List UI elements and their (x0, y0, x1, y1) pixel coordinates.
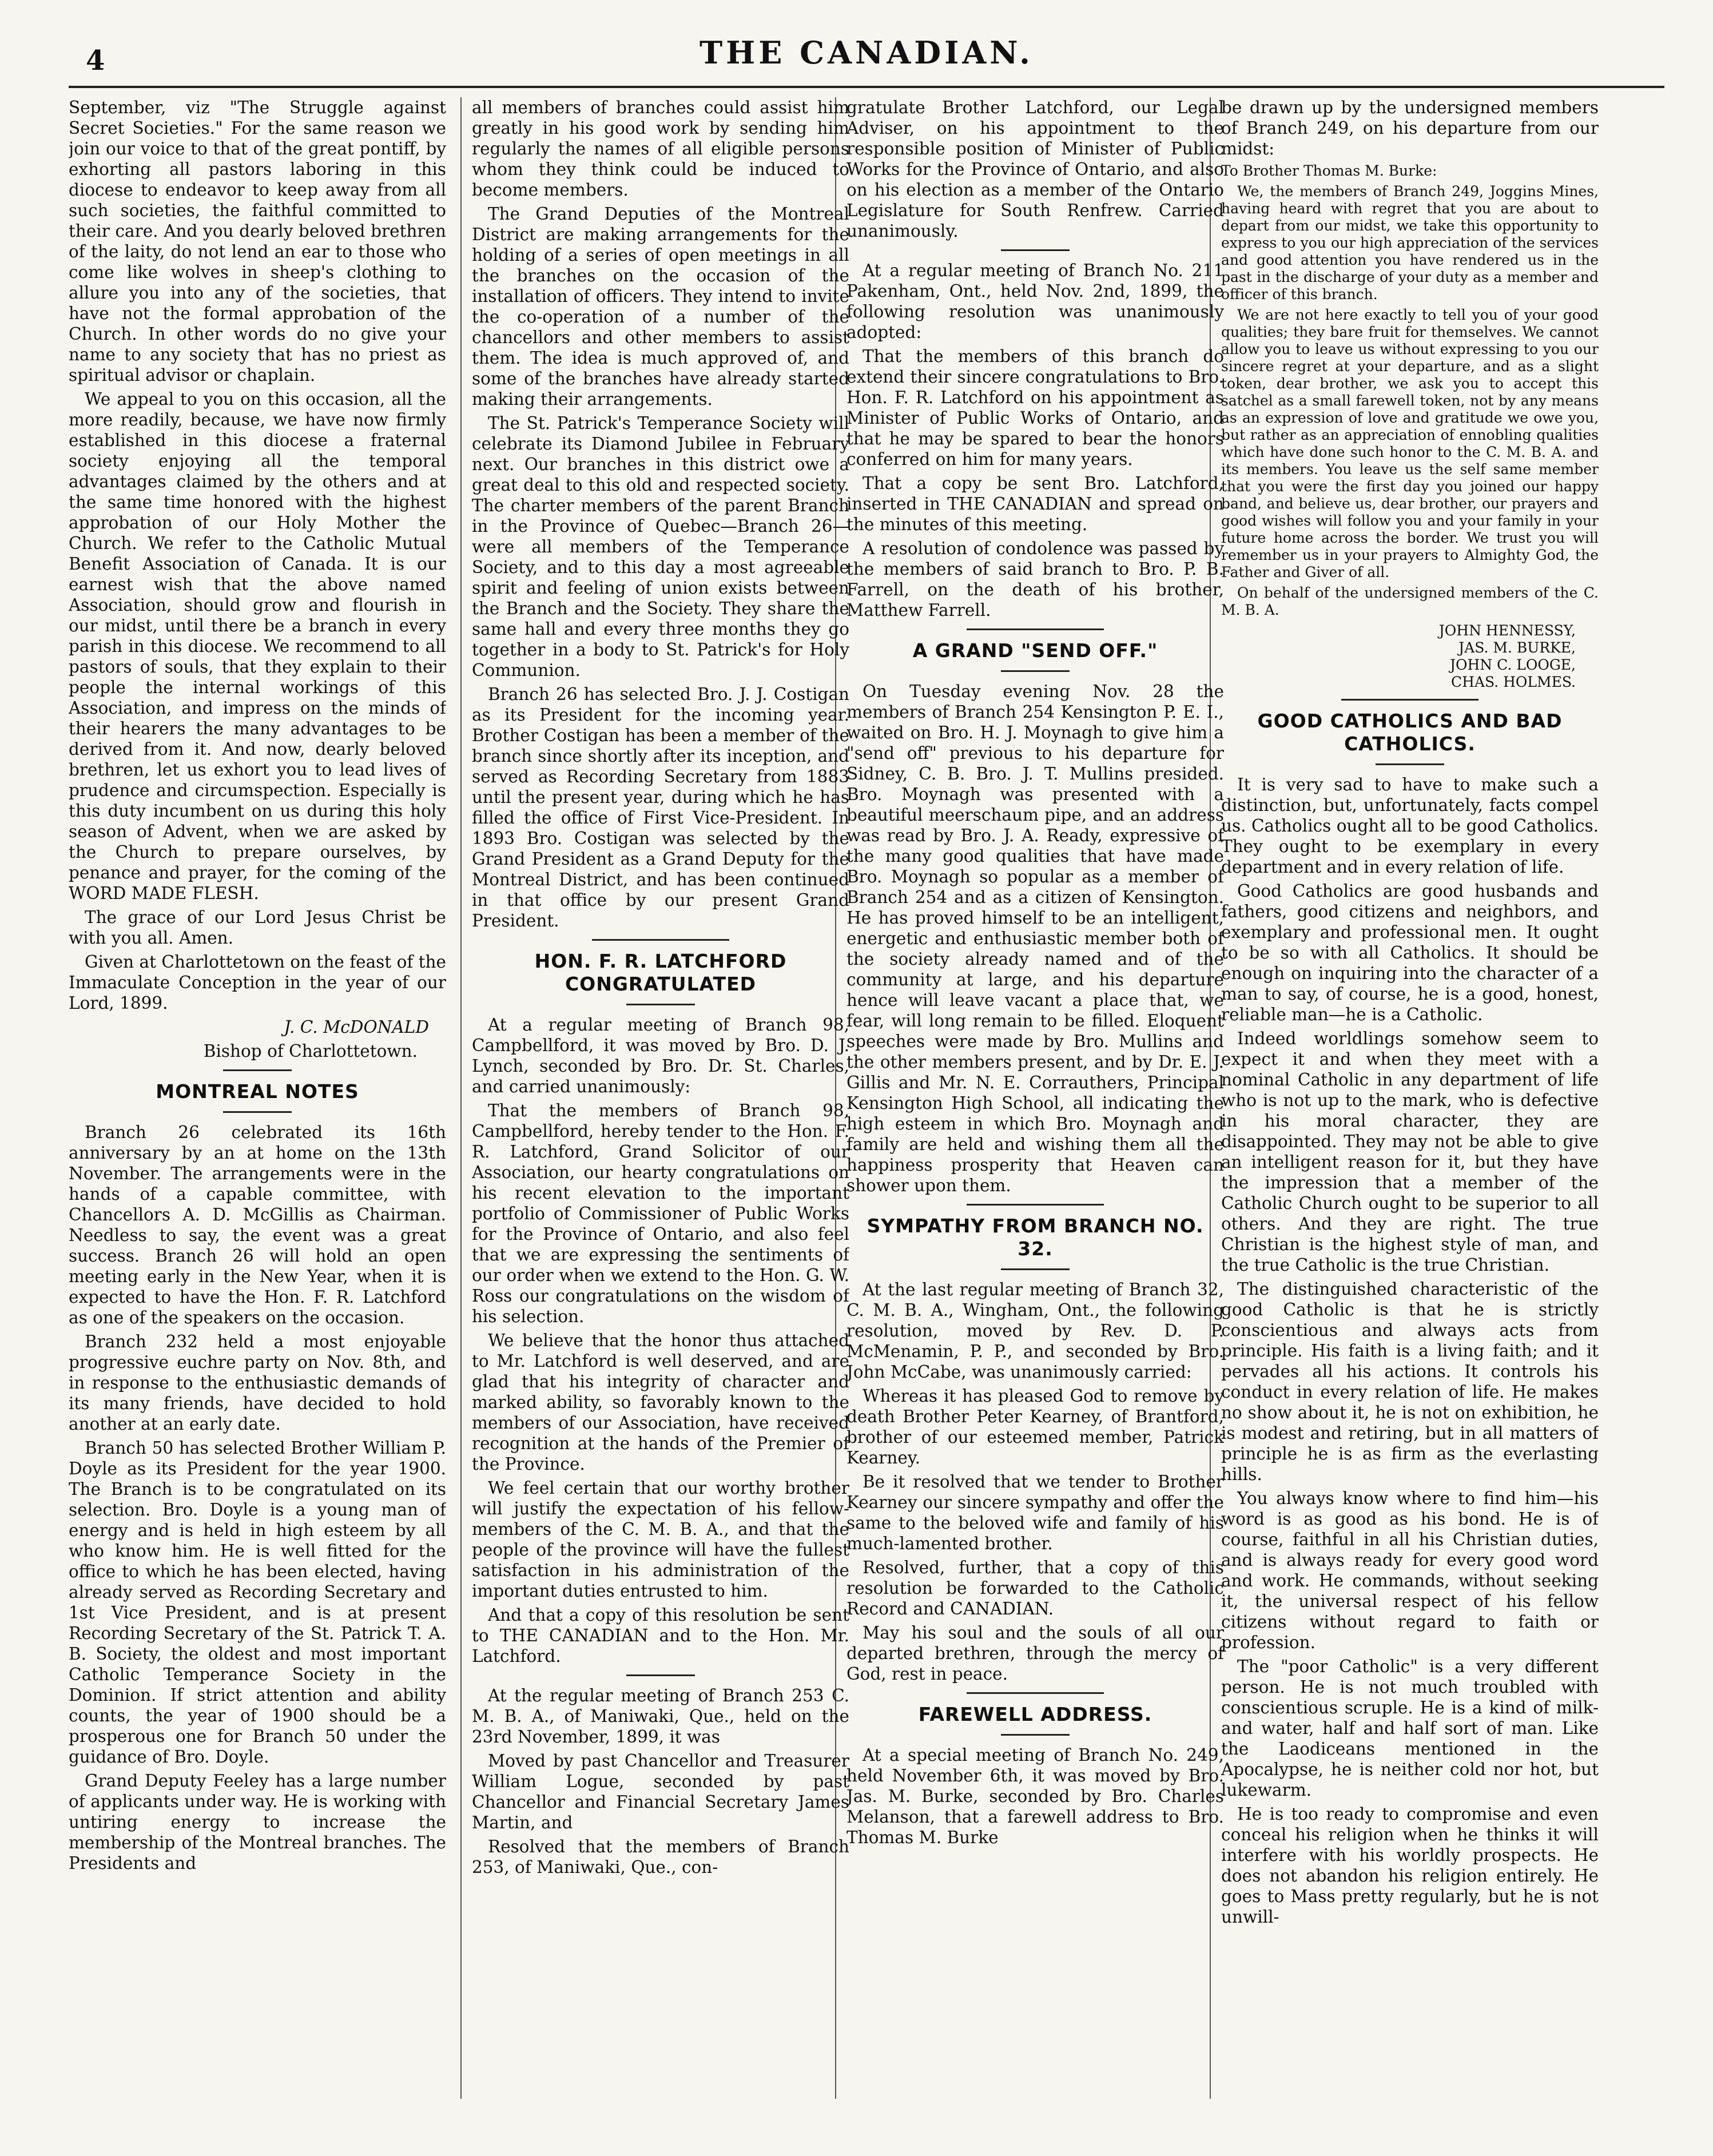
paragraph: At the regular meeting of Branch 253 C. M. B. A., of Maniwaki, Que., held on the 23rd November, 1899, it was (472, 1686, 849, 1747)
paragraph: It is very sad to have to make such a distinction, but, unfortunately, facts compel us. Catholics ought all to be good Catholics. They ought to be exemplary in every department and in every relation of life. (1221, 775, 1599, 877)
paragraph: Grand Deputy Feeley has a large number of applicants under way. He is working with untiring energy to increase the membership of the Montreal branches. The Presidents and (69, 1771, 446, 1873)
address-paragraph: We, the members of Branch 249, Joggins Mines, having heard with regret that you are about to depart from our midst, we take this opportunity to express to you our high appreciation of the services and good attention you have rendered us in the past in the discharge of your duty as a member and officer of this branch. (1221, 183, 1599, 303)
signer: CHAS. HOLMES. (1450, 674, 1576, 690)
section-divider (626, 1674, 695, 1676)
section-divider (967, 1204, 1104, 1206)
paragraph: Branch 50 has selected Brother William P. Doyle as its President for the year 1900. The Branch is to be congratulated on its selection. Bro. Doyle is a young man of energy and is held in high esteem by all who know him. He is well fitted for the office to which he has been elected, having already served as Recording Secretary and 1st Vice President, and is at present Recording Secretary of the St. Patrick T. A. B. Society, the oldest and most important Catholic Temperance Society in the Dominion. If strict attention and ability counts, the year of 1900 should be a prosperous one for Branch 50 under the guidance of Bro. Doyle. (69, 1438, 446, 1767)
headline-sympathy: SYMPATHY FROM BRANCH NO. 32. (867, 1215, 1204, 1260)
paragraph: Branch 26 has selected Bro. J. J. Costigan as its President for the incoming year. Brother Costigan has been a member of the branch since shortly after its inception, and served as Recording Secretary from 1883 until the present year, during which he has filled the office of First Vice-President. In 1893 Bro. Costigan was selected by the Grand President as a Grand Deputy for the Montreal District, and has been continued in that office by our present Grand President. (472, 685, 849, 930)
section-divider (1376, 763, 1444, 765)
paragraph: Whereas it has pleased God to remove by death Brother Peter Kearney, of Brantford, brother of our esteemed member, Patrick Kearney. (846, 1386, 1224, 1467)
paragraph: September, viz "The Struggle against Secret Societies." For the same reason we join our voice to that of the great pontiff, by exhorting all pastors laboring in this diocese to endeavor to keep away from all such societies, the faithful committed to their care. And you dearly beloved brethren of the laity, do not lend an ear to those who come like wolves in sheep's clothing to allure you into any of the societies, that have not the formal approbation of the Church. In other words do no give your name to any society that has no priest as spiritual advisor or chaplain. (69, 98, 446, 385)
address-paragraph: On behalf of the undersigned members of the C. M. B. A. (1221, 584, 1599, 618)
paragraph: Resolved that the members of Branch 253, of Maniwaki, Que., con- (472, 1837, 849, 1877)
paragraph: That the members of this branch do extend their sincere congratulations to Bro. Hon. F. R. Latchford on his appointment as Minister of Public Works of Ontario, and that he may be spared to bear the honors conferred on him for many years. (846, 347, 1224, 469)
paragraph: You always know where to find him—his word is as good as his bond. He is of course, faithful in all his Christian duties, and is always ready for every good word and work. He commands, without seeking it, the universal respect of his fellow citizens without regard to faith or profession. (1221, 1489, 1599, 1652)
section-divider (1001, 1268, 1070, 1270)
paragraph: Moved by past Chancellor and Treasurer William Logue, seconded by past Chancellor and Financial Secretary James Martin, and (472, 1751, 849, 1832)
section-divider (1341, 699, 1478, 701)
paragraph: The Grand Deputies of the Montreal District are making arrangements for the holding of a series of open meetings in all the branches on the occasion of the installation of officers. They intend to invite the co-operation of a number of the chancellors and other members to assist them. The idea is much approved of, and some of the branches have already started making their arrangements. (472, 204, 849, 409)
paragraph: be drawn up by the undersigned members of Branch 249, on his departure from our midst: (1221, 98, 1599, 158)
address-salutation: To Brother Thomas M. Burke: (1221, 162, 1437, 179)
paragraph: At a regular meeting of Branch No. 211 Pakenham, Ont., held Nov. 2nd, 1899, the following resolution was unanimously adopted: (846, 261, 1224, 342)
paragraph: At a regular meeting of Branch 98, Campbellford, it was moved by Bro. D. J. Lynch, seconded by Bro. Dr. St. Charles, and carried unanimously: (472, 1015, 849, 1096)
paragraph: The "poor Catholic" is a very different person. He is not much troubled with conscientious scruple. He is a kind of milk-and water, half and half sort of man. Like the Laodiceans mentioned in the Apocalypse, he is neither cold nor hot, but lukewarm. (1221, 1657, 1599, 1800)
signature-title: Bishop of Charlottetown. (203, 1041, 418, 1061)
signer: JAS. M. BURKE, (1458, 639, 1576, 656)
section-divider (967, 1692, 1104, 1694)
paragraph: The distinguished characteristic of the good Catholic is that he is strictly conscientious and always acts from principle. His faith is a living faith; and it pervades all his actions. It controls his conduct in every relation of life. He makes no show about it, he is not on exhibition, he is modest and retiring, but in all matters of principle he is as firm as the everlasting hills. (1221, 1279, 1599, 1484)
paragraph: We appeal to you on this occasion, all the more readily, because, we have now firmly established in this diocese a fraternal society enjoying all the temporal advantages claimed by the others and at the same time honored with the highest approbation of our Holy Mother the Church. We refer to the Catholic Mutual Benefit Association of Canada. It is our earnest wish that the above named Association, should grow and flourish in our midst, until there be a branch in every parish in this diocese. We recommend to all pastors of souls, that they explain to their people the internal workings of this Association, and impress on the minds of their hearers the many advantages to be derived from it. And now, dearly beloved brethren, let us exhort you to lead lives of prudence and circumspection. Especially is this duty incumbent on us during this holy season of Advent, when we are asked by the Church to prepare ourselves, by penance and prayer, for the coming of the WORD MADE FLESH. (69, 389, 446, 903)
column-rule (460, 97, 462, 2099)
paragraph: Be it resolved that we tender to Brother Kearney our sincere sympathy and offer the same to the beloved wife and family of his much-lamented brother. (846, 1472, 1224, 1553)
headline-farewell: FAREWELL ADDRESS. (918, 1703, 1152, 1725)
page-header (69, 34, 1664, 80)
paragraph: The St. Patrick's Temperance Society will celebrate its Diamond Jubilee in February next. Our branches in this district owe a great deal to this old and respected society. The charter members of the parent Branch in the Province of Quebec—Branch 26—were all members of the Temperance Society, and to this day a most agreeable spirit and feeling of union exists between the Branch and the Society. They share the same hall and every three months they go together in a body to St. Patrick's for Holy Communion. (472, 413, 849, 680)
section-divider (223, 1069, 292, 1071)
signer: JOHN C. LOOGE, (1449, 657, 1576, 673)
paragraph: Good Catholics are good husbands and fathers, good citizens and neighbors, and exemplary and professional men. It ought to be so with all Catholics. It should be enough on inquiring into the character of a man to say, of course, he is a good, honest, reliable man—he is a Catholic. (1221, 881, 1599, 1024)
paragraph: At the last regular meeting of Branch 32, C. M. B. A., Wingham, Ont., the following resolution, moved by Rev. D. P. McMenamin, P. P., and seconded by Bro. John McCabe, was unanimously carried: (846, 1280, 1224, 1382)
signer: JOHN HENNESSY, (1438, 622, 1576, 639)
section-divider (626, 1004, 695, 1005)
paragraph: At a special meeting of Branch No. 249, held November 6th, it was moved by Bro. Jas. M. Burke, seconded by Bro. Charles Melanson, that a farewell address to Bro. Thomas M. Burke (846, 1745, 1224, 1847)
paragraph: Branch 26 celebrated its 16th anniversary by an at home on the 13th November. The arrangements were in the hands of a capable committee, with Chancellors A. D. McGillis as Chairman. Needless to say, the event was a great success. Branch 26 will hold an open meeting early in the New Year, when it is expected to have the Hon. F. R. Latchford as one of the speakers on the occasion. (69, 1123, 446, 1327)
paragraph: And that a copy of this resolution be sent to THE CANADIAN and to the Hon. Mr. Latchford. (472, 1605, 849, 1666)
masthead: THE CANADIAN. (699, 34, 1034, 71)
paragraph: On Tuesday evening Nov. 28 the members of Branch 254 Kensington P. E. I., waited on Bro. H. J. Moynagh to give him a "send off" previous to his departure for Sidney, C. B. Bro. J. T. Mullins presided. Bro. Moynagh was presented with a beautiful meerschaum pipe, and an address was read by Bro. J. A. Ready, expressive of the many good qualities that have made Bro. Moynagh so popular as a member of Branch 254 and as a citizen of Kensington. He has proved himself to be an intelligent, energetic and enthusiastic member both of the society already named and of the community at large, and his departure hence will leave vacant a place that, we fear, will long remain to be filled. Eloquent speeches were made by Bro. Mullins and the other members present, and by Dr. E. J. Gillis and Mr. N. E. Corrauthers, Principal Kensington High School, all indicating the high esteem in which Bro. Moynagh and family are held and wishing them all the happiness prosperity that Heaven can shower upon them. (846, 682, 1224, 1195)
column-3 (846, 97, 1224, 2099)
paragraph: That the members of Branch 98, Campbellford, hereby tender to the Hon. F. R. Latchford, Grand Solicitor of our Association, our hearty congratulations on his recent elevation to the important portfolio of Commissioner of Public Works for the Province of Ontario, and also feel that we are expressing the sentiments of our order when we extend to the Hon. G. W. Ross our congratulations on the wisdom of his selection. (472, 1101, 849, 1326)
header-rule (69, 86, 1664, 88)
column-2 (472, 97, 849, 2099)
paragraph: We feel certain that our worthy brother will justify the expectation of his fellow-members of the C. M. B. A., and that the people of the province will have the fullest satisfaction in his administration of the important duties entrusted to him. (472, 1478, 849, 1601)
page-number: 4 (86, 45, 105, 77)
paragraph: Branch 232 held a most enjoyable progressive euchre party on Nov. 8th, and in response to the enthusiastic demands of its many friends, have decided to hold another at an early date. (69, 1332, 446, 1434)
column-1 (69, 97, 446, 2099)
address-paragraph: We are not here exactly to tell you of your good qualities; they bare fruit for themselves. We cannot allow you to leave us without expressing to you our sincere regret at your departure, and as a slight token, dear brother, we ask you to accept this satchel as a small farewell token, not by any means as an expression of love and gratitude we owe you, but rather as an appreciation of ennobling qualities which have done such honor to the C. M. B. A. and its members. You leave us the self same member that you were the first day you joined our happy band, and believe us, dear brother, our prayers and good wishes will follow you and your family in your future home across the border. We trust you will remember us in your prayers to Almighty God, the Father and Giver of all. (1221, 307, 1599, 580)
paragraph: all members of branches could assist him greatly in his good work by sending him regularly the names of all eligible persons whom they think could be induced to become members. (472, 98, 849, 200)
paragraph: The grace of our Lord Jesus Christ be with you all. Amen. (69, 908, 446, 948)
paragraph: He is too ready to compromise and even conceal his religion when he thinks it will interfere with his worldly prospects. He does not abandon his religion entirely. He goes to Mass pretty regularly, but he is not unwill- (1221, 1804, 1599, 1927)
section-divider (1001, 249, 1070, 251)
section-divider (1001, 670, 1070, 672)
section-divider (223, 1111, 292, 1113)
section-divider (1001, 1734, 1070, 1736)
paragraph: A resolution of condolence was passed by the members of said branch to Bro. P. B. Farrell, on the death of his brother, Matthew Farrell. (846, 539, 1224, 620)
section-divider (592, 939, 729, 941)
paragraph: We believe that the honor thus attached to Mr. Latchford is well deserved, and are glad that his integrity of character and marked ability, so favorably known to the members of our Association, have received recognition at the hands of the Premier of the Province. (472, 1331, 849, 1474)
headline-montreal-notes: MONTREAL NOTES (156, 1080, 359, 1103)
headline-latchford: HON. F. R. LATCHFORD CONGRATULATED (534, 950, 787, 995)
column-4 (1221, 97, 1599, 2099)
headline-good-catholics: GOOD CATHOLICS AND BAD CATHOLICS. (1257, 710, 1563, 755)
paragraph: Given at Charlottetown on the feast of the Immaculate Conception in the year of our Lord, 1899. (69, 952, 446, 1013)
paragraph: Indeed worldlings somehow seem to expect it and when they meet with a nominal Catholic in any department of life who is not up to the mark, who is defective in his moral character, they are disappointed. They may not be able to give an intelligent reason for it, but they have the impression that a member of the Catholic Church ought to be superior to all others. And they are right. The true Christian is the highest style of man, and the true Catholic is the true Christian. (1221, 1029, 1599, 1275)
headline-send-off: A GRAND "SEND OFF." (912, 639, 1158, 662)
signature-name: J. C. McDONALD (284, 1017, 429, 1037)
paragraph: Resolved, further, that a copy of this resolution be forwarded to the Catholic Record and CANADIAN. (846, 1558, 1224, 1618)
section-divider (967, 628, 1104, 630)
paragraph: May his soul and the souls of all our departed brethren, through the mercy of God, rest in peace. (846, 1623, 1224, 1684)
paragraph: gratulate Brother Latchford, our Legal Adviser, on his appointment to the responsible position of Minister of Public Works for the Province of Ontario, and also on his election as a member of the Ontario Legislature for South Renfrew. Carried unanimously. (846, 98, 1224, 241)
paragraph: That a copy be sent Bro. Latchford, inserted in THE CANADIAN and spread on the minutes of this meeting. (846, 474, 1224, 534)
